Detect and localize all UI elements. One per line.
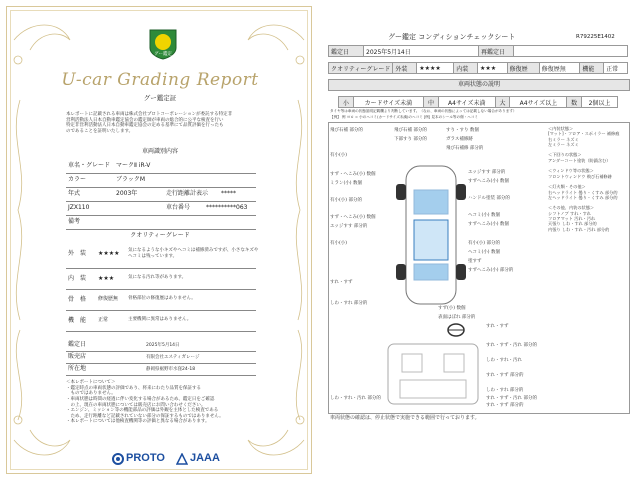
damage-note: 有小(小) 部分的	[468, 241, 500, 246]
damage-note: 塗すず	[468, 259, 482, 264]
damage-note: ヘコミ(小) 数個	[468, 250, 500, 255]
vehicle-section-title: 車両識別内容	[141, 148, 178, 155]
side-note: シフトノブ すれ・すれ	[548, 210, 591, 216]
intro-line: 本レポートに記載される車両は株式会社プロトコーポレーションが委託する特定非	[66, 112, 233, 117]
quality-section-title: クオリティーグレード	[130, 232, 190, 239]
damage-note: エッジすす 部分的	[468, 170, 506, 175]
store-row	[66, 352, 256, 364]
status-title: 車両状態の説明	[328, 79, 630, 91]
side-note: 右ミラー ネズミ	[548, 136, 579, 142]
address-row	[66, 364, 256, 376]
damage-note: ミラン(小) 数個	[330, 181, 362, 186]
quality-desc: 主要機関に異常はありません。	[128, 317, 192, 322]
damage-note: しわ・すれ 部分的	[330, 301, 368, 306]
note-line: ・本レポートについては他検査機関等の評価と異なる場合があります。	[66, 419, 210, 425]
date-value: 2025年5月14日	[364, 46, 479, 57]
dealer-info	[66, 340, 256, 376]
quality-row-exterior	[66, 244, 259, 269]
annotations-right	[468, 170, 538, 277]
note-line: ものではありません。	[66, 391, 116, 397]
size-legend-table	[338, 96, 618, 108]
damage-note: すれ・すず・汚れ 部分的	[486, 343, 537, 348]
size-cell: カードサイズ未満	[353, 97, 423, 108]
size-cell: A4サイズ以上	[510, 97, 567, 108]
size-cell: 小	[339, 97, 354, 108]
car-interior-view-icon	[378, 340, 488, 410]
annotations-top	[394, 128, 454, 146]
store-label: 販売店	[68, 353, 87, 360]
vehicle-info	[66, 160, 256, 230]
date-table	[328, 45, 628, 57]
intro-paragraph	[66, 112, 256, 135]
note-line: ため、走行距離など記載されていない部分の保証するものではありません。	[66, 413, 224, 419]
quality-desc: 気になるような小キズやヘコミは補修済みですが、小さなキズや ヘコミは残っています。	[128, 248, 259, 259]
vehicle-row-value: 2003年	[116, 190, 138, 197]
quality-grade-label: クオリティーグレード	[329, 63, 393, 74]
grading-certificate	[0, 0, 318, 480]
address-value: 静岡県裾野市水窪24-18	[146, 367, 196, 372]
quality-label: 外 装	[68, 250, 87, 257]
side-note: 右ヘッドライト 曇り・くすみ 部分的	[548, 189, 618, 195]
grade-value-function: 正常	[604, 63, 628, 74]
note-line: ・鑑定時点の車両状態の評価であり、将来にわたり品質を保証する	[66, 385, 201, 391]
report-notes	[66, 380, 256, 425]
damage-note: すり・すり 数個	[446, 128, 479, 133]
vehicle-row-value: ブラックM	[116, 176, 146, 183]
damage-note: すれ・すず 部分的	[486, 373, 524, 378]
annotations-bottom-right	[486, 396, 546, 405]
damage-note: ガラス補修跡	[446, 137, 473, 142]
proto-logo-text: PROTO	[126, 452, 165, 464]
size-cell: 2個以上	[582, 97, 618, 108]
vehicle-row	[66, 160, 256, 174]
grade-label-function: 機能	[580, 63, 604, 74]
damage-note: しわ・すれ・汚れ 部分的	[330, 396, 381, 401]
damage-note: しわ・すれ・汚れ	[486, 358, 522, 363]
damage-note: すれ・すず 部分的	[486, 403, 524, 408]
damage-note: すず(小) 数個	[438, 306, 466, 311]
damage-note: 飛び石補 部分的	[394, 128, 427, 133]
damage-note: すれ・すず	[330, 280, 353, 285]
vehicle-row-label: 年式	[68, 190, 81, 197]
grade-value-exterior: ★★★★	[417, 63, 454, 74]
quality-row-frame	[66, 290, 256, 311]
sheet-footer: 車両状態の確認は、停止状態で実施できる範囲で行っております。	[330, 415, 480, 421]
vehicle-row	[66, 174, 256, 188]
damage-note: ヘコミ(小) 数個	[468, 213, 500, 218]
side-note: 左ヘッドライト 曇り・くすみ 部分的	[548, 194, 618, 200]
car-top-view-icon	[394, 160, 468, 310]
address-label: 所在地	[68, 365, 87, 372]
quality-desc: 気になる汚れ等があります。	[128, 275, 187, 280]
vehicle-row-value2: *****	[221, 190, 236, 197]
legend-line: 【例】 例 ヨロ = 小のヘコミ(カードサイズ未満)のヘコミ [例] 見本のシール等の傷・ヘコミ	[330, 115, 479, 119]
annotations-top-right	[446, 128, 506, 155]
damage-note: すずへこみ(小) 部分的	[468, 268, 514, 273]
quality-stars: 正常	[98, 317, 109, 323]
vehicle-row-label: JZX110	[68, 204, 90, 211]
side-note: フロントウィンドウ 飛び石補修跡	[548, 173, 612, 179]
legend-line: タイヤ等は車両の状態説明記載欄より判断しています。（なお、車両の状態によっては記載しない場合があります）	[330, 109, 517, 113]
quality-label: 機 能	[68, 317, 87, 324]
side-note: 内張り しわ・すれ・汚れ 部分的	[548, 226, 610, 232]
report-heading: U-car Grading Report	[61, 70, 259, 90]
vehicle-row	[66, 202, 256, 216]
side-note: [マット]・フロア・スポイラー 補修痕	[548, 131, 620, 137]
date-value: 2025年5月14日	[146, 343, 180, 348]
side-note: ＜その他、内装の状態＞	[548, 205, 595, 211]
vehicle-row	[66, 216, 256, 230]
quality-stars: ★★★	[98, 275, 115, 282]
vehicle-row-label: 車名・グレード	[68, 162, 111, 169]
grade-table	[328, 62, 628, 74]
store-value: 有限会社エスティガレージ	[146, 355, 200, 360]
annotations-bottom	[330, 396, 390, 405]
notes-title: ＜本レポートについて＞	[66, 380, 116, 385]
side-note: ＜下回りの状態＞	[548, 152, 582, 158]
reappraisal-label: 再鑑定日	[479, 46, 514, 57]
side-note: 天張り しわ・すれ 部分的	[548, 221, 597, 227]
proto-mark-icon	[112, 453, 124, 465]
side-note: ＜ウィンドウ等の状態＞	[548, 168, 594, 174]
annotations-left	[330, 128, 390, 310]
quality-grade-list	[66, 244, 259, 332]
grade-label-repair: 修復歴	[507, 63, 539, 74]
goo-badge-icon	[148, 28, 178, 60]
side-note: ＜灯火類・その他＞	[548, 184, 586, 190]
damage-note: エッジすす 部分的	[330, 224, 368, 229]
note-line: ・エンジン、ミッション等の機能部品の評価は外観を主体とした検査である	[66, 408, 219, 414]
vehicle-row-value2: **********063	[206, 204, 248, 211]
vehicle-row-label2: 走行距離計表示	[166, 190, 209, 197]
side-note: 左ミラー ネズミ	[548, 141, 579, 147]
intro-line: 営利活動法人日本自動車鑑定協会の鑑定師が車両の総合的に公平な検査を行い	[66, 117, 224, 123]
jaaa-mark-icon	[176, 453, 188, 465]
size-cell: 大	[495, 97, 510, 108]
reappraisal-value	[514, 46, 628, 57]
damage-note: 飛び石補 部分的	[330, 128, 363, 133]
quality-row-function	[66, 311, 256, 332]
vehicle-row-value: マークⅡ iR-V	[116, 162, 151, 169]
sheet-code: R79225E1402	[576, 34, 615, 40]
steering-wheel-icon	[446, 322, 466, 338]
jaaa-logo-text: JAAA	[190, 452, 220, 464]
damage-note: すずへこみ(小) 数個	[468, 179, 509, 184]
side-note: フロアマット 汚れ・汚れ	[548, 216, 596, 221]
damage-note: すれ・すず	[486, 324, 509, 329]
quality-stars: 修復歴無	[98, 296, 119, 302]
badge-text: グー鑑定	[154, 52, 172, 57]
damage-note: 表面はぼれ 部分的	[438, 315, 476, 320]
damage-note: 有小(小)	[330, 241, 348, 246]
damage-note: 飛び石補修 部分的	[446, 146, 484, 151]
damage-note: 下部すり 部分的	[394, 137, 427, 142]
quality-label: 骨 格	[68, 296, 87, 303]
damage-note: すず・へこみ(小) 数個	[330, 215, 376, 220]
damage-note: しわ・すれ 部分的	[486, 388, 524, 393]
appraisal-date-row	[66, 340, 256, 352]
condition-check-sheet	[318, 0, 640, 480]
sheet-title: グー鑑定 コンディションチェックシート	[388, 33, 516, 41]
damage-note: 有小(小)	[330, 153, 348, 158]
vehicle-row-label: 備考	[68, 218, 81, 225]
grade-value-interior: ★★★	[478, 63, 508, 74]
size-cell: A4サイズ未満	[438, 97, 495, 108]
date-label: 鑑定日	[329, 46, 364, 57]
side-notes-title: ＜内装状態＞	[548, 126, 574, 131]
annotations-lower	[438, 306, 508, 324]
quality-desc: 骨格部位の修復歴はありません。	[128, 296, 196, 301]
vehicle-row-label2: 車台番号	[166, 204, 191, 211]
size-cell: 中	[424, 97, 439, 108]
vehicle-row	[66, 188, 256, 202]
quality-row-interior	[66, 269, 256, 290]
side-notes	[548, 126, 626, 232]
damage-note: すず・へこみ(小) 数個	[330, 172, 376, 177]
side-note: アンダーコート塗装（防錆含む）	[548, 157, 611, 163]
intro-line: 特定非営利活動法人日本自動車鑑定協会の定める基準にて品質評価を行ったも	[66, 123, 224, 129]
certificate-subtitle: グー鑑定証	[143, 94, 177, 102]
grade-label-exterior: 外装	[393, 63, 417, 74]
quality-stars: ★★★★	[98, 250, 120, 257]
grade-value-repair: 修復歴無	[539, 63, 580, 74]
damage-note: ハンドル塗装 部分的	[468, 196, 510, 201]
damage-note: すずへこみ(小) 数個	[468, 222, 509, 227]
note-line: ・車両状態は時間の経過に伴い変化する場合があるため、鑑定日をご確認	[66, 396, 215, 402]
grade-label-interior: 内装	[454, 63, 478, 74]
intro-line: のであることを証明いたします。	[66, 128, 134, 134]
damage-note: すれ・すず・汚れ 部分的	[486, 396, 537, 401]
damage-note: 有小(小) 部分的	[330, 198, 362, 203]
size-cell: 数	[567, 97, 582, 108]
quality-label: 内 装	[68, 275, 87, 282]
date-label: 鑑定日	[68, 341, 87, 348]
vehicle-row-label: カラー	[68, 176, 87, 183]
note-line: の上、現在の車両状態については販売店にお問い合わせください。	[66, 402, 206, 408]
